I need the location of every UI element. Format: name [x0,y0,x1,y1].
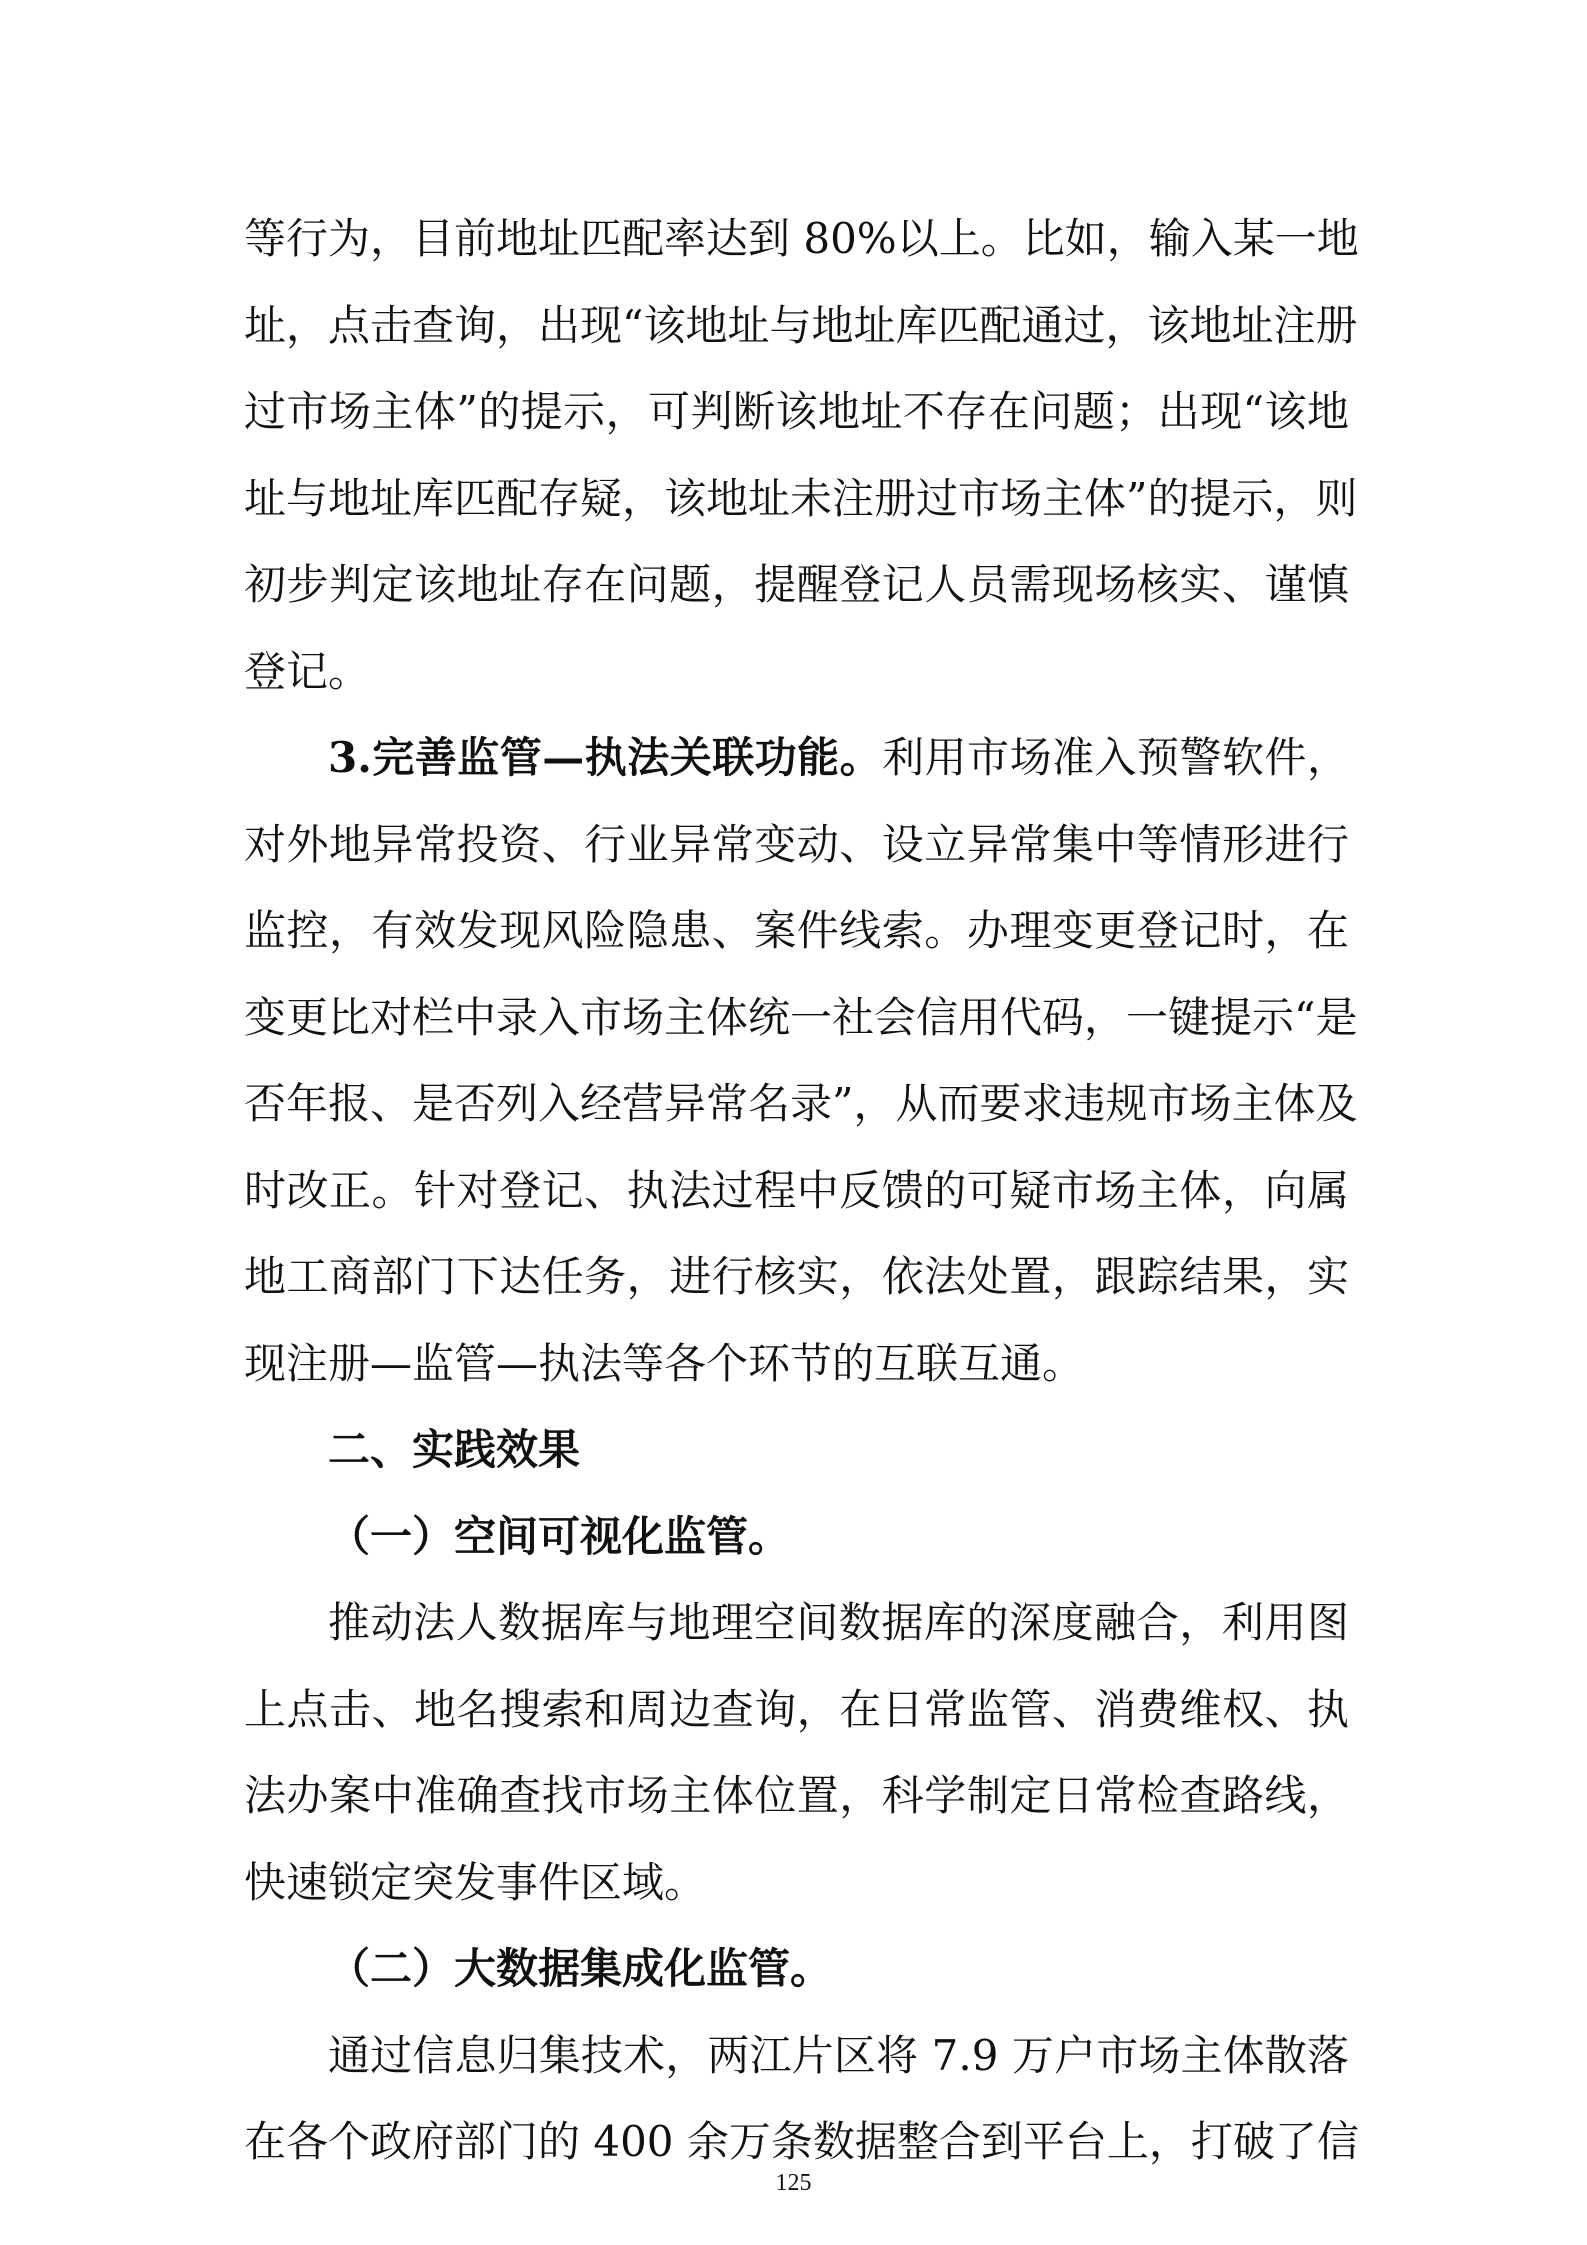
body-text [244,196,1359,2186]
text-line: 对外地异常投资、行业异常变动、设立异常集中等情形进行 [244,819,1349,869]
text-line: 过市场主体”的提示，可判断该地址不存在问题；出现“该地 [244,387,1349,436]
text-line: 通过信息归集技术，两江片区将 7.9 万户市场主体散落 [328,2030,1349,2080]
text-line: 上点击、地名搜索和周边查询，在日常监管、消费维权、执 [244,1684,1349,1734]
text-line: 现注册—监管—执法等各个环节的互联互通。 [244,1338,1085,1388]
text-line: 等行为，目前地址匹配率达到 80%以上。比如，输入某一地 [244,214,1359,263]
section-3-first-line [244,715,1349,802]
text-line: 在各个政府部门的 400 余万条数据整合到平台上，打破了信 [244,2117,1359,2166]
text-line: 登记。 [244,646,371,696]
section-heading-practice-effects: 二、实践效果 [328,1425,581,1474]
text-line: 否年报、是否列入经营异常名录”，从而要求违规市场主体及 [244,1079,1358,1128]
section-3-lead: 3.完善监管—执法关联功能。 [328,733,883,782]
text-line: 推动法人数据库与地理空间数据库的深度融合，利用图 [328,1598,1349,1647]
text-line: 监控，有效发现风险隐患、案件线索。办理变更登记时，在 [244,906,1349,955]
text-line: 初步判定该地址存在问题，提醒登记人员需现场核实、谨慎 [244,560,1349,609]
subsection-title-bigdata: （二）大数据集成化监管。 [328,1944,833,1993]
text-line: 时改正。针对登记、执法过程中反馈的可疑市场主体，向属 [244,1165,1349,1215]
text-line: 快速锁定突发事件区域。 [244,1857,707,1907]
text-line: 变更比对栏中录入市场主体统一社会信用代码，一键提示“是 [244,992,1358,1042]
text-line: 址，点击查询，出现“该地址与地址库匹配通过，该地址注册 [244,300,1358,350]
section-3-first-line-rest: 利用市场准入预警软件， [882,733,1349,782]
text-line: 法办案中准确查找市场主体位置，科学制定日常检查路线， [244,1771,1349,1820]
subsection-title-spatial: （一）空间可视化监管。 [328,1511,791,1561]
text-line: 址与地址库匹配存疑，该地址未注册过市场主体”的提示，则 [244,473,1358,523]
page-number: 125 [775,2170,812,2196]
text-line: 地工商部门下达任务，进行核实，依法处置，跟踪结果，实 [244,1252,1349,1301]
